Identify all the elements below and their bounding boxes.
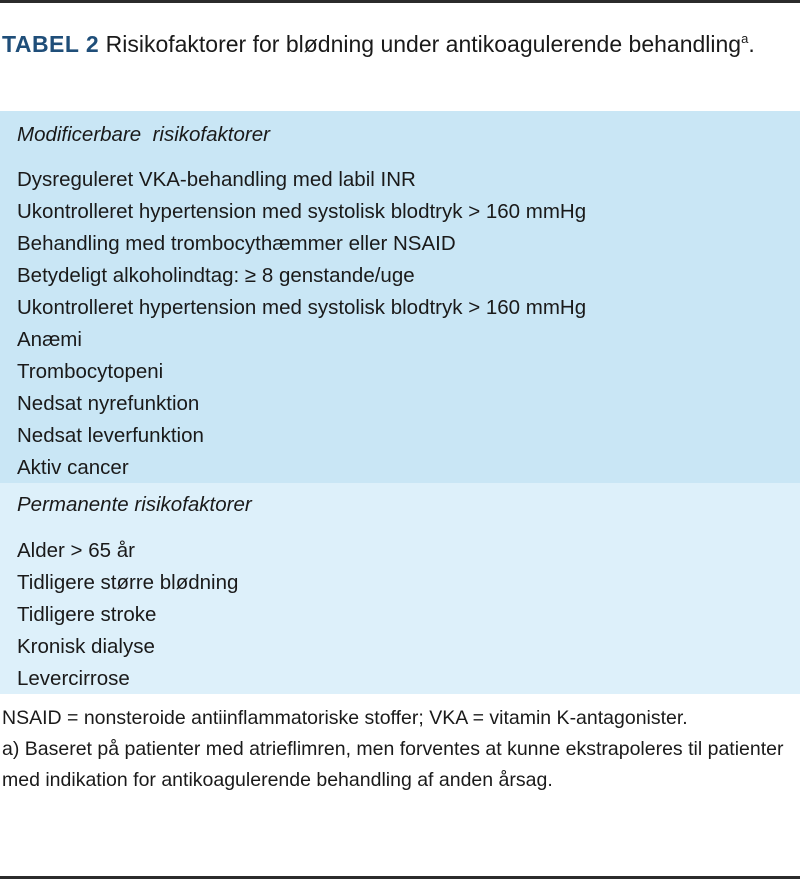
title-footnote-marker: a <box>741 31 749 46</box>
list-item: Behandling med trombocythæmmer eller NSAID <box>17 232 456 255</box>
section-heading-modifiable: Modificerbare risikofaktorer <box>17 123 270 146</box>
list-item: Trombocytopeni <box>17 360 164 383</box>
list-item: Nedsat nyrefunktion <box>17 392 200 415</box>
list-permanent <box>17 535 238 695</box>
list-item: Dysreguleret VKA-behandling med labil INR <box>17 168 416 191</box>
list-item: Aktiv cancer <box>17 456 129 479</box>
list-item: Alder > 65 år <box>17 539 135 562</box>
list-item: Nedsat leverfunktion <box>17 424 204 447</box>
list-item: Betydeligt alkoholindtag: ≥ 8 genstande/uge <box>17 264 415 287</box>
bottom-rule <box>0 876 800 879</box>
list-item: Tidligere stroke <box>17 603 157 626</box>
list-item: Levercirrose <box>17 667 130 690</box>
table-title: Risikofaktorer for blødning under antikoagulerende behandling <box>105 31 742 57</box>
section-permanent <box>0 483 800 694</box>
footnotes <box>2 703 792 796</box>
list-item: Ukontrolleret hypertension med systolisk blodtryk > 160 mmHg <box>17 296 587 319</box>
list-modifiable <box>17 164 586 484</box>
table-caption <box>2 28 792 60</box>
footnote-a: a) Baseret på patienter med atrieflimren, men forventes at kunne ekstrapoleres til patienter med indikation for antikoagulerende behandling af anden årsag. <box>2 738 784 791</box>
section-modifiable <box>0 111 800 483</box>
title-end: . <box>748 31 755 57</box>
top-rule <box>0 0 800 3</box>
table-label: TABEL 2 <box>2 31 100 57</box>
list-item: Kronisk dialyse <box>17 635 155 658</box>
footnote-abbreviations: NSAID = nonsteroide antiinflammatoriske stoffer; VKA = vitamin K-antagonister. <box>2 707 688 729</box>
section-heading-permanent: Permanente risikofaktorer <box>17 493 252 516</box>
list-item: Ukontrolleret hypertension med systolisk blodtryk > 160 mmHg <box>17 200 587 223</box>
list-item: Tidligere større blødning <box>17 571 239 594</box>
list-item: Anæmi <box>17 328 82 351</box>
